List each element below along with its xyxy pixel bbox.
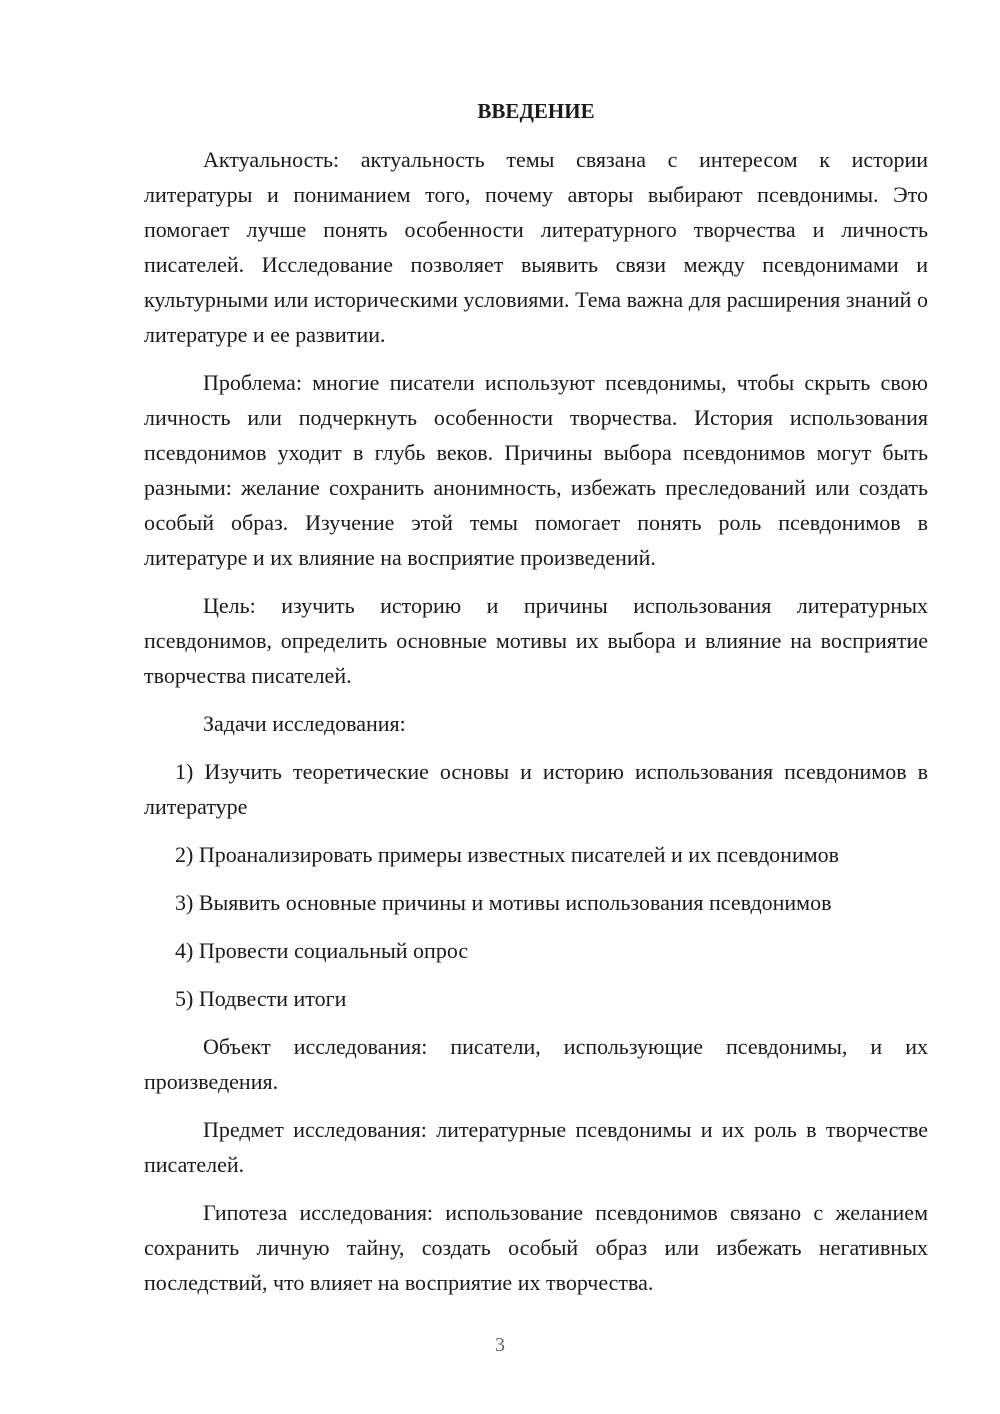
object-paragraph: Объект исследования: писатели, использующие псевдонимы, и их произведения. (144, 1034, 928, 1094)
task-item-5: 5) Подвести итоги (175, 986, 347, 1011)
page-number: 3 (495, 1334, 505, 1356)
goal-paragraph: Цель: изучить историю и причины использования литературных псевдонимов, определить основные мотивы их выбора и влияние на восприятие творчества писателей. (144, 593, 928, 688)
subject-paragraph: Предмет исследования: литературные псевдонимы и их роль в творчестве писателей. (144, 1117, 928, 1177)
task-item-4: 4) Провести социальный опрос (175, 938, 469, 963)
tasks-heading: Задачи исследования: (203, 711, 406, 736)
page-title: ВВЕДЕНИЕ (477, 99, 595, 123)
problem-paragraph: Проблема: многие писатели используют псевдонимы, чтобы скрыть свою личность или подчеркнуть особенности творчества. История использования псевдонимов уходит в глубь веков. Причины выбора псевдонимов могут быть разными: желание сохранить анонимность, избежать преследований или создать особый образ. Изучение этой темы помогает понять роль псевдонимов в литературе и их влияние на восприятие произведений. (144, 370, 928, 570)
relevance-paragraph: Актуальность: актуальность темы связана с интересом к истории литературы и пониманием того, почему авторы выбирают псевдонимы. Это помогает лучше понять особенности литературного творчества и личность писателей. Исследование позволяет выявить связи между псевдонимами и культурными или историческими условиями. Тема важна для расширения знаний о литературе и ее развитии. (144, 147, 928, 347)
task-item-3: 3) Выявить основные причины и мотивы использования псевдонимов (175, 890, 832, 915)
hypothesis-paragraph: Гипотеза исследования: использование псевдонимов связано с желанием сохранить личную тайну, создать особый образ или избежать негативных последствий, что влияет на восприятие их творчества. (144, 1200, 928, 1295)
document-page (144, 96, 928, 1313)
task-item-1: 1) Изучить теоретические основы и историю использования псевдонимов в литературе (144, 759, 928, 819)
task-item-2: 2) Проанализировать примеры известных писателей и их псевдонимов (175, 842, 840, 867)
